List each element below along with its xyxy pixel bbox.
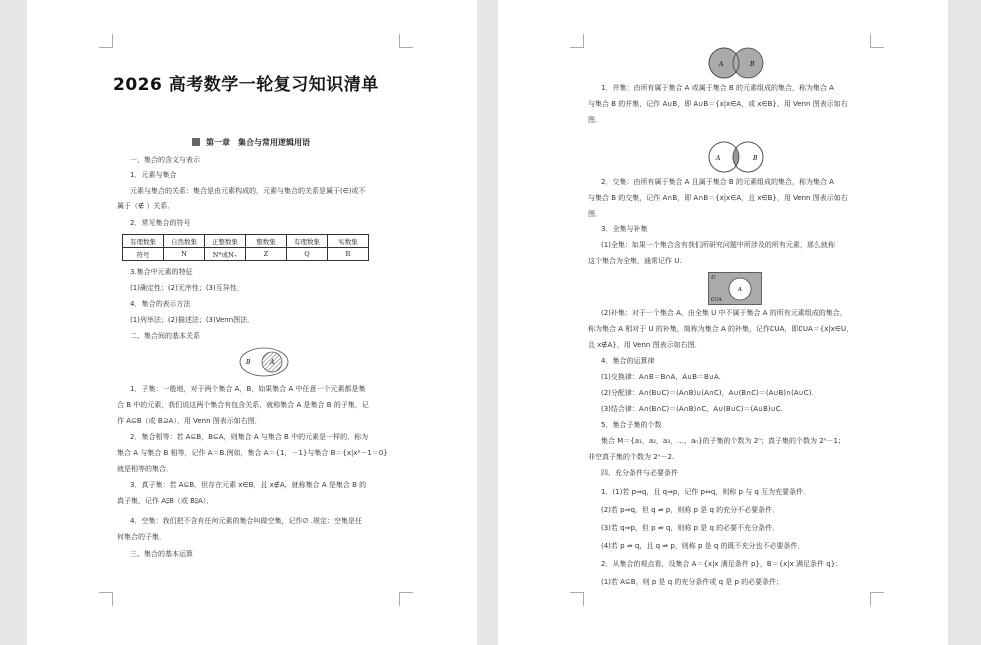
venn-union-diagram [702,46,770,80]
chapter-heading [192,137,310,148]
table-header: 正整数集 [205,235,246,248]
text-line: (4)若 p ⇏ q，且 q ⇏ p，则称 p 是 q 的既不充分也不必要条件． [601,542,805,550]
venn-label-a: A [716,155,721,162]
text-line: 二、集合间的基本关系 [130,332,200,340]
text-line: (3)若 q⇒p，但 p ⇏ q，则称 p 是 q 的必要不充分条件． [601,524,780,532]
text-line: 称为集合 A 相对于 U 的补集，简称为集合 A 的补集，记作∁UA，即∁UA＝{x|x∈U， [588,325,854,333]
table-cell: N*或N₊ [205,248,246,261]
symbol-table [122,234,369,261]
text-line: 集合 A 与集合 B 相等，记作 A＝B.例如，集合 A＝{1，－1}与集合 B＝{x|x²－1＝0} [117,449,388,457]
text-line: 2．集合相等：若 A⊆B，B⊆A，则集合 A 与集合 B 中的元素是一样的，称为 [130,433,369,441]
text-line: 元素与集合的关系：集合是由元素构成的，元素与集合的关系是属于(∈)或不 [130,187,366,195]
text-line: (2)若 p⇒q，但 q ⇏ p，则称 p 是 q 的充分不必要条件． [601,506,780,514]
crop-mark [99,592,113,606]
venn-intersection-diagram [702,140,770,174]
text-line: 3.集合中元素的特征 [130,268,193,276]
text-line: 2．从集合的观点看，设集合 A＝{x|x 满足条件 p}，B＝{x|x 满足条件 q}： [601,560,843,568]
text-line: 与集合 B 的并集，记作 A∪B，即 A∪B＝{x|x∈A，或 x∈B}，用 Venn 图表示如右 [588,100,848,108]
venn-label-a: A [738,287,742,293]
crop-mark [870,592,884,606]
text-line: 非空真子集的个数为 2ⁿ－2. [588,453,675,461]
text-line: 2．交集：由所有属于集合 A 且属于集合 B 的元素组成的集合，称为集合 A [601,178,834,186]
text-line: (1)若 A⊆B，则 p 是 q 的充分条件或 q 是 p 的必要条件； [601,578,784,586]
table-header: 有理数集 [123,235,164,248]
text-line: (2)补集：对于一个集合 A，由全集 U 中不属于集合 A 的所有元素组成的集合， [601,309,847,317]
venn-label-complement: ∁UA [711,297,722,303]
text-line: 3．全集与补集 [601,225,648,233]
venn-label-b: B [750,61,755,68]
crop-mark [570,592,584,606]
text-line: 3．真子集：若 A⊆B，但存在元素 x∈B，且 x∉A，就称集合 A 是集合 B 的 [130,481,367,489]
venn-label-b: B [246,359,251,366]
text-line: 合 B 中的元素，我们说这两个集合有包含关系，就称集合 A 是集合 B 的子集，记 [117,401,369,409]
text-line: 一、集合的含义与表示 [130,156,200,164]
crop-mark [870,34,884,48]
table-cell: Z [246,248,287,261]
crop-mark [399,34,413,48]
text-line: 这个集合为全集，通常记作 U. [588,257,682,265]
text-line: 1．元素与集合 [130,171,177,179]
venn-complement-diagram [708,272,762,305]
table-header: 自然数集 [164,235,205,248]
venn-subset-diagram [237,346,291,378]
venn-label-u: U [711,275,716,281]
table-cell: N [164,248,205,261]
crop-mark [570,34,584,48]
text-line: 4．空集：我们把不含有任何元素的集合叫做空集，记作∅ .规定：空集是任 [130,517,363,525]
text-line: 1．(1)若 p⇒q，且 q⇒p，记作 p⇔q，则称 p 与 q 互为充要条件． [601,488,811,496]
table-row-label: 符号 [123,248,164,261]
text-line: 何集合的子集． [117,533,166,541]
text-line: 2．常见集合的符号 [130,219,191,227]
text-line: 与集合 B 的交集，记作 A∩B，即 A∩B＝{x|x∈A，且 x∈B}，用 Venn 图表示如右 [588,194,848,202]
text-line: (3)结合律：A∩(B∩C)＝(A∩B)∩C，A∪(B∪C)＝(A∪B)∪C. [601,405,783,413]
venn-label-a: A [270,359,275,366]
text-line: 图． [588,116,602,124]
text-line: 1．子集：一般地，对于两个集合 A，B，如果集合 A 中任意一个元素都是集 [130,385,366,393]
text-line: 就是相等的集合． [117,465,173,473]
crop-mark [99,34,113,48]
square-bullet-icon [192,138,200,146]
text-line: (1)列举法；(2)描述法；(3)Venn图法． [130,316,255,324]
text-line: 四、充分条件与必要条件 [601,469,678,477]
text-line: 图． [588,210,602,218]
venn-label-a: A [719,61,724,68]
text-line: 作 A⊆B（或 B⊇A），用 Venn 图表示如右图． [117,417,262,425]
text-line: 真子集，记作 A⫋B（或 B⫌A）． [117,497,214,505]
text-line: 属于（∉ ）关系． [117,202,175,210]
text-line: 4．集合的运算律 [601,357,655,365]
text-line: 5．集合子集的个数 [601,421,662,429]
text-line: (1)全集：如果一个集合含有我们所研究问题中所涉及的所有元素，那么就称 [601,241,835,249]
table-header: 有理数集 [287,235,328,248]
text-line: 集合 M＝{a₁，a₂，a₃，…，aₙ}的子集的个数为 2ⁿ；真子集的个数为 2ⁿ－1； [601,437,845,445]
table-header: 整数集 [246,235,287,248]
venn-label-b: B [753,155,758,162]
text-line: 1．并集：由所有属于集合 A 或属于集合 B 的元素组成的集合，称为集合 A [601,84,834,92]
text-line: 4．集合的表示方法 [130,300,191,308]
text-line: (2)分配律：A∩(B∪C)＝(A∩B)∪(A∩C)，A∪(B∩C)＝(A∪B)∩(A∪C). [601,389,814,397]
text-line: (1)确定性；(2)无序性；(3)互异性． [130,284,244,292]
text-line: 三、集合的基本运算 [130,550,193,558]
crop-mark [399,592,413,606]
document-page-right [498,0,948,645]
document-title: 2026 高考数学一轮复习知识清单 [113,75,379,95]
text-line: 且 x∉A}，用 Venn 图表示如右图． [588,341,702,349]
table-cell: Q [287,248,328,261]
text-line: (1)交换律：A∩B＝B∩A，A∪B＝B∪A. [601,373,721,381]
table-cell: R [328,248,369,261]
document-page-left [27,0,477,645]
chapter-title: 第一章 集合与常用逻辑用语 [206,138,310,147]
table-header: 实数集 [328,235,369,248]
